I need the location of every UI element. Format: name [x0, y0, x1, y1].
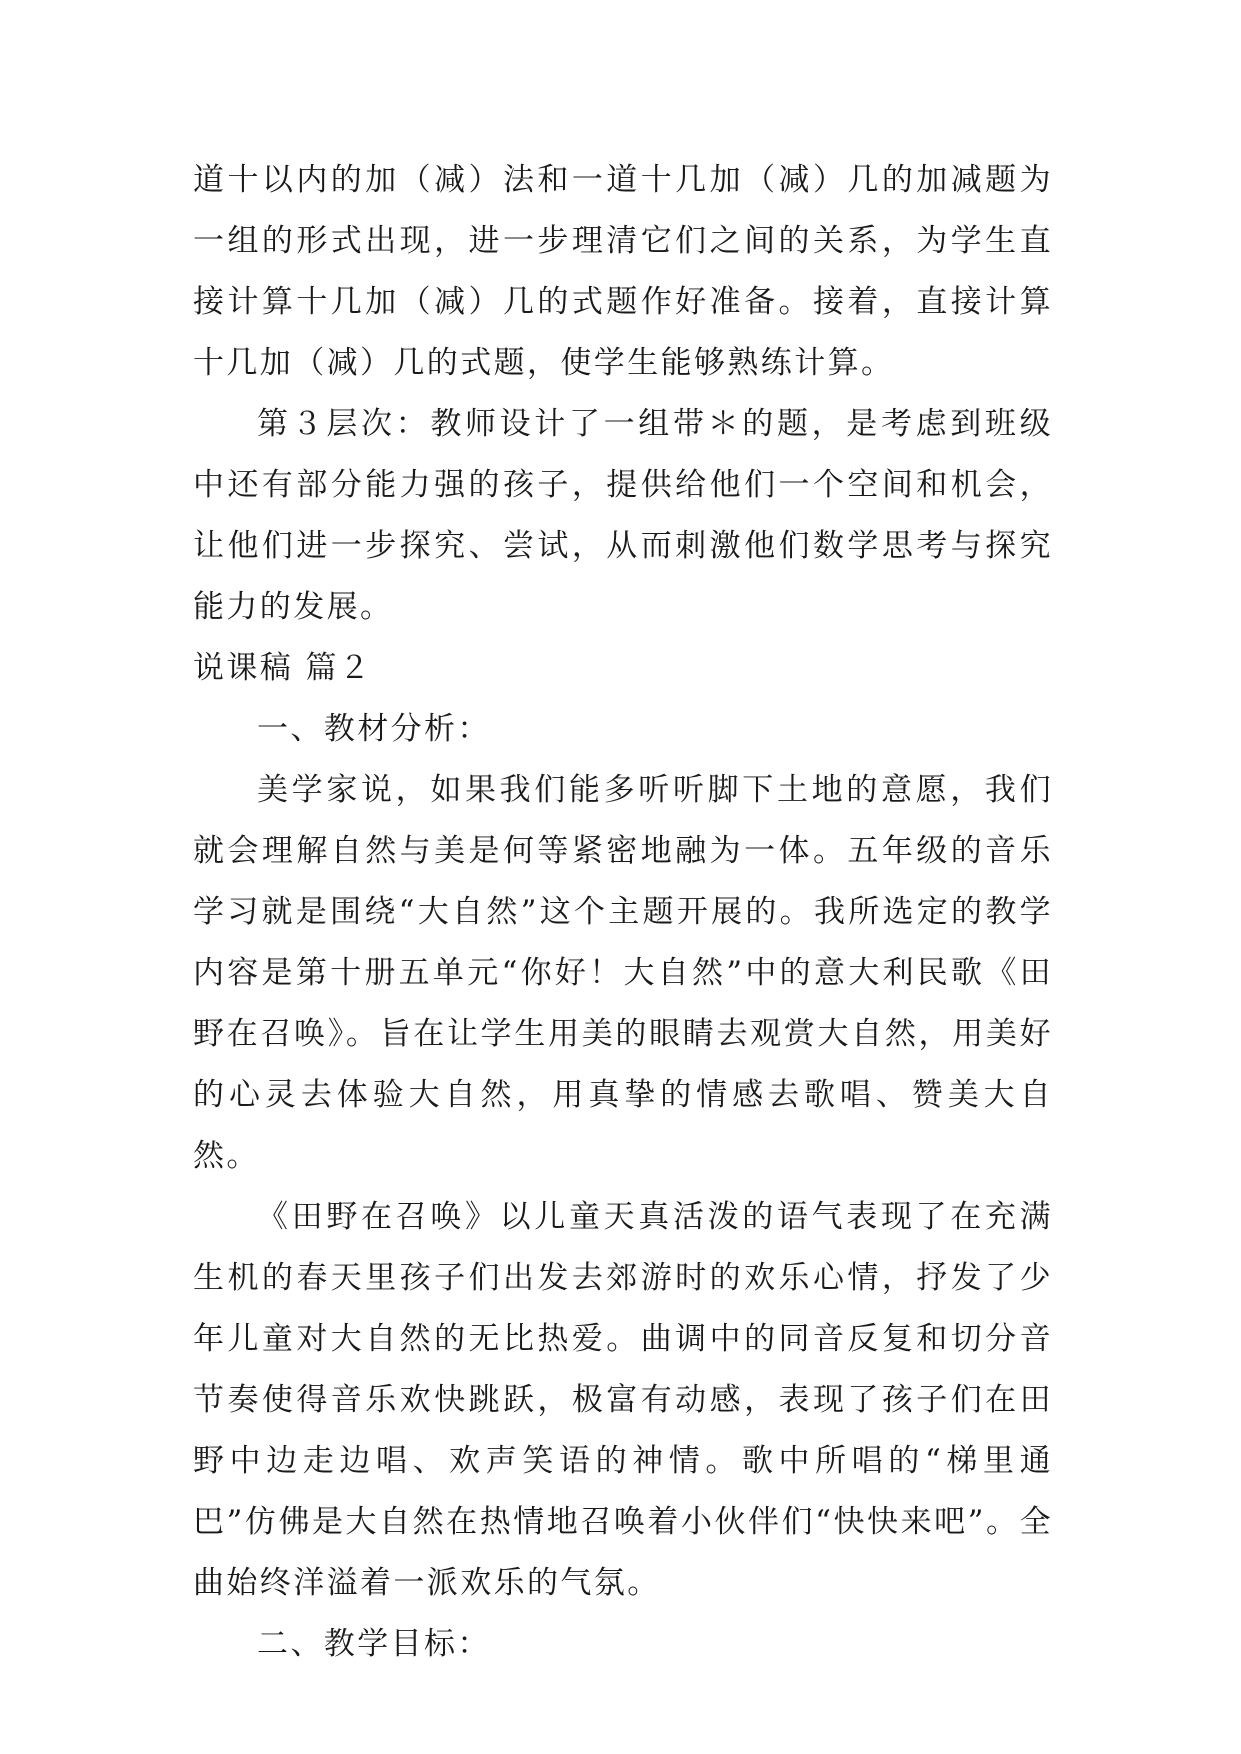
heading-textbook-analysis: 一、教材分析： [257, 711, 491, 747]
document-page [193, 150, 1053, 1675]
paragraph-song-description: 《田野在召唤》以儿童天真活泼的语气表现了在充满生机的春天里孩子们出发去郊游时的欢乐心情，抒发了少年儿童对大自然的无比热爱。曲调中的同音反复和切分音节奏使得音乐欢快跳跃，极富有动感，表现了孩子们在田野中边走边唱、欢声笑语的神情。歌中所唱的“梯里通巴”仿佛是大自然在热情地召唤着小伙伴们“快快来吧”。全曲始终洋溢着一派欢乐的气氛。 [193, 1199, 1053, 1601]
paragraph-continued: 道十以内的加（减）法和一道十几加（减）几的加减题为一组的形式出现，进一步理清它们之间的关系，为学生直接计算十几加（减）几的式题作好准备。接着，直接计算十几加（减）几的式题，使学生能够熟练计算。 [193, 162, 1053, 381]
heading-teaching-goals: 二、教学目标： [257, 1626, 491, 1662]
paragraph-level-3: 第３层次：教师设计了一组带＊的题，是考虑到班级中还有部分能力强的孩子，提供给他们一个空间和机会，让他们进一步探究、尝试，从而刺激他们数学思考与探究能力的发展。 [193, 406, 1053, 625]
section-title: 说课稿 篇２ [193, 650, 373, 686]
paragraph-aesthetics: 美学家说，如果我们能多听听脚下土地的意愿，我们就会理解自然与美是何等紧密地融为一体。五年级的音乐学习就是围绕“大自然”这个主题开展的。我所选定的教学内容是第十册五单元“你好！大自然”中的意大利民歌《田野在召唤》。旨在让学生用美的眼睛去观赏大自然，用美好的心灵去体验大自然，用真挚的情感去歌唱、赞美大自然。 [193, 772, 1053, 1174]
